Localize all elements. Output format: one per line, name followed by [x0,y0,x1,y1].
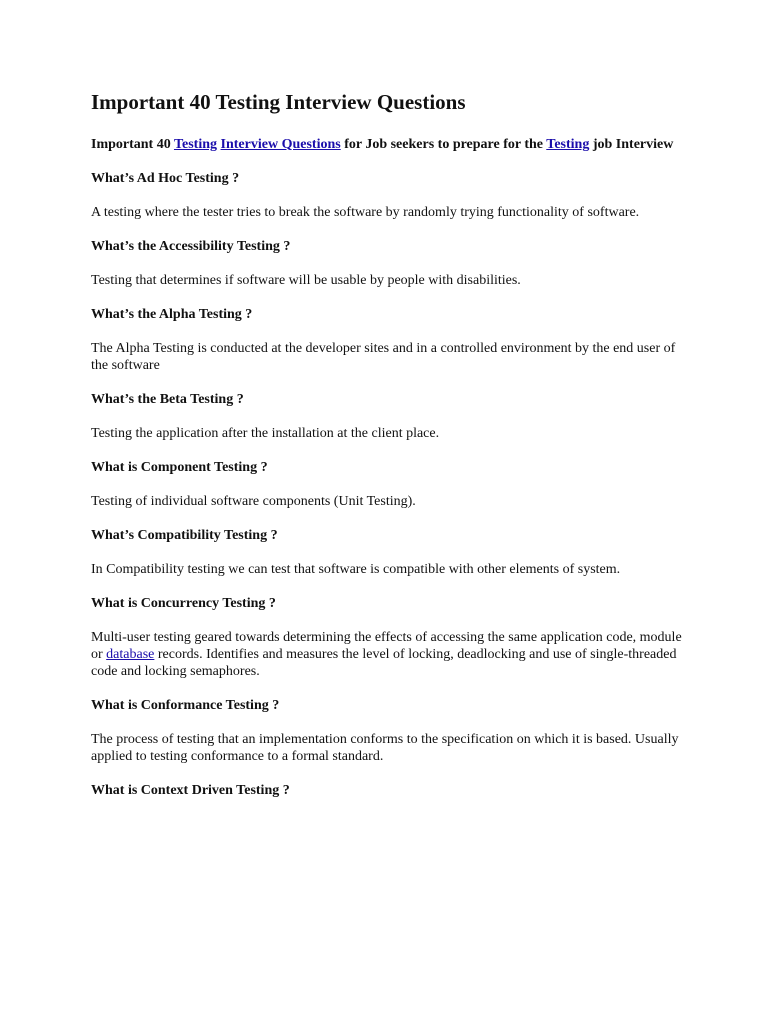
testing-link[interactable]: Testing [173,137,218,152]
answer-alpha: The Alpha Testing is conducted at the developer sites and in a controlled environment by the end user of the software [91,341,676,373]
intro-paragraph [91,136,691,153]
question-context-driven: What is Context Driven Testing ? [91,783,290,798]
question-conformance: What is Conformance Testing ? [91,698,280,713]
question-alpha: What’s the Alpha Testing ? [91,307,253,322]
intro-middle: for Job seekers to prepare for the [340,137,547,152]
question-beta: What’s the Beta Testing ? [91,392,244,407]
question-ad-hoc: What’s Ad Hoc Testing ? [91,171,240,186]
question-accessibility: What’s the Accessibility Testing ? [91,239,291,254]
intro-prefix: Important 40 [91,137,174,152]
answer-beta: Testing the application after the installation at the client place. [91,426,440,441]
interview-questions-link[interactable]: Interview Questions [220,137,341,152]
testing-link-2[interactable]: Testing [546,137,590,152]
answer-conformance: The process of testing that an implementation conforms to the specification on which it is based. Usually applied to testing conformance to a formal standard. [91,732,679,764]
answer-ad-hoc: A testing where the tester tries to break the software by randomly trying functionality of software. [91,205,640,220]
database-link[interactable]: database [106,647,155,662]
answer-compatibility: In Compatibility testing we can test that software is compatible with other elements of system. [91,562,621,577]
answer-component: Testing of individual software components (Unit Testing). [91,494,416,509]
answer-concurrency-post: records. Identifies and measures the level of locking, deadlocking and use of single-threaded code and locking semaphores. [91,647,677,679]
answer-concurrency [91,629,691,680]
page-title: Important 40 Testing Interview Questions [91,90,466,114]
document-page [91,88,691,816]
question-concurrency: What is Concurrency Testing ? [91,596,276,611]
question-component: What is Component Testing ? [91,460,268,475]
question-compatibility: What’s Compatibility Testing ? [91,528,278,543]
answer-accessibility: Testing that determines if software will be usable by people with disabilities. [91,273,521,288]
intro-suffix: job Interview [589,137,674,152]
answer-concurrency-pre: Multi-user testing geared towards determining the effects of accessing the same application code, module or [91,630,682,662]
